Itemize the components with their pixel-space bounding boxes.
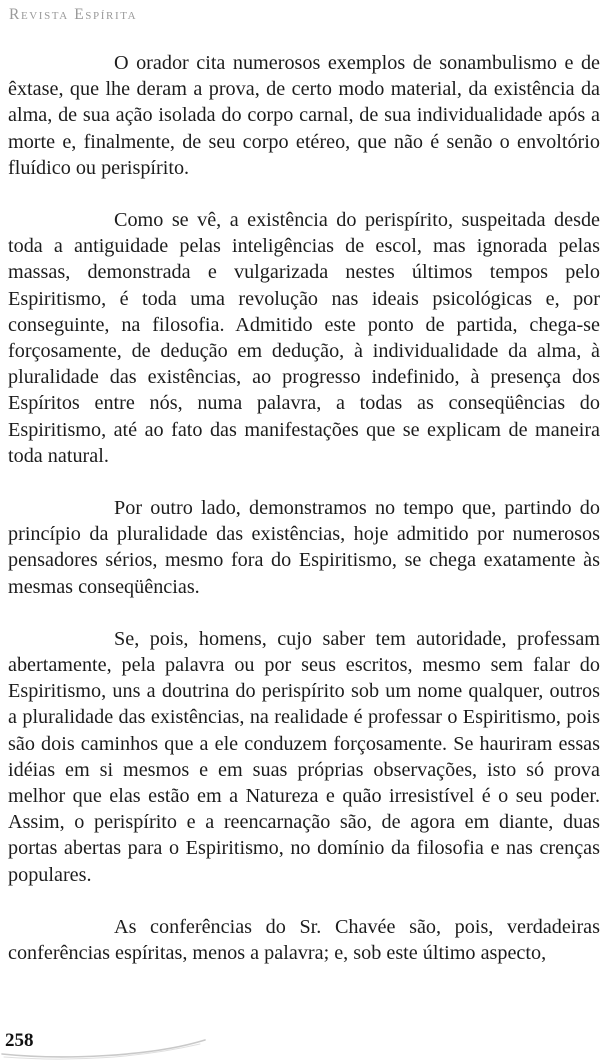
page-footer [0, 1024, 607, 1061]
paragraph-1: O orador cita numerosos exemplos de sonambulismo e de êxtase, que lhe deram a prova, de certo modo material, da existência da alma, de sua ação isolada do corpo carnal, de sua individualidade após a morte e, finalmente, de seu corpo etéreo, que não é senão o envoltório fluídico ou perispírito. [8, 52, 600, 179]
body-text [8, 50, 600, 966]
running-header: Revista Espírita [9, 6, 138, 23]
paragraph-5: As conferências do Sr. Chavée são, pois, verdadeiras conferências espíritas, menos a palavra; e, sob este último aspecto, [8, 915, 600, 965]
paragraph-3: Por outro lado, demonstramos no tempo que, partindo do princípio da pluralidade das existências, hoje admitido por numerosos pensadores sérios, mesmo fora do Espiritismo, se chega exatamente às mesmas conseqüências. [8, 497, 600, 598]
page-number: 258 [5, 1030, 34, 1051]
paragraph-4: Se, pois, homens, cujo saber tem autoridade, professam abertamente, pela palavra ou por seus escritos, mesmo sem falar do Espiritismo, uns a doutrina do perispírito sob um nome qualquer, outros a pluralidade das existências, na realidade é professar o Espiritismo, pois são dois caminhos que a ele conduzem forçosamente. Se hauriram essas idéias em si mesmos e em suas próprias observações, isto só prova melhor que elas estão em a Natureza e quão irresistível é o seu poder. Assim, o perispírito e a reencarnação são, de agora em diante, duas portas abertas para o Espiritismo, no domínio da filosofia e nas crenças populares. [8, 627, 600, 886]
paragraph-2: Como se vê, a existência do perispírito, suspeitada desde toda a antiguidade pelas inteligências de escol, mas ignorada pelas massas, demonstrada e vulgarizada nestes últimos tempos pelo Espiritismo, é toda uma revolução nas ideais psicológicas e, por conseguinte, na filosofia. Admitido este ponto de partida, chega-se forçosamente, de dedução em dedução, à individualidade da alma, à pluralidade das existências, ao progresso indefinido, à presença dos Espíritos entre nós, numa palavra, a todas as conseqüências do Espiritismo, até ao fato das manifestações que se explicam de maneira toda natural. [8, 209, 600, 467]
decorative-swoosh-icon [0, 1024, 240, 1061]
